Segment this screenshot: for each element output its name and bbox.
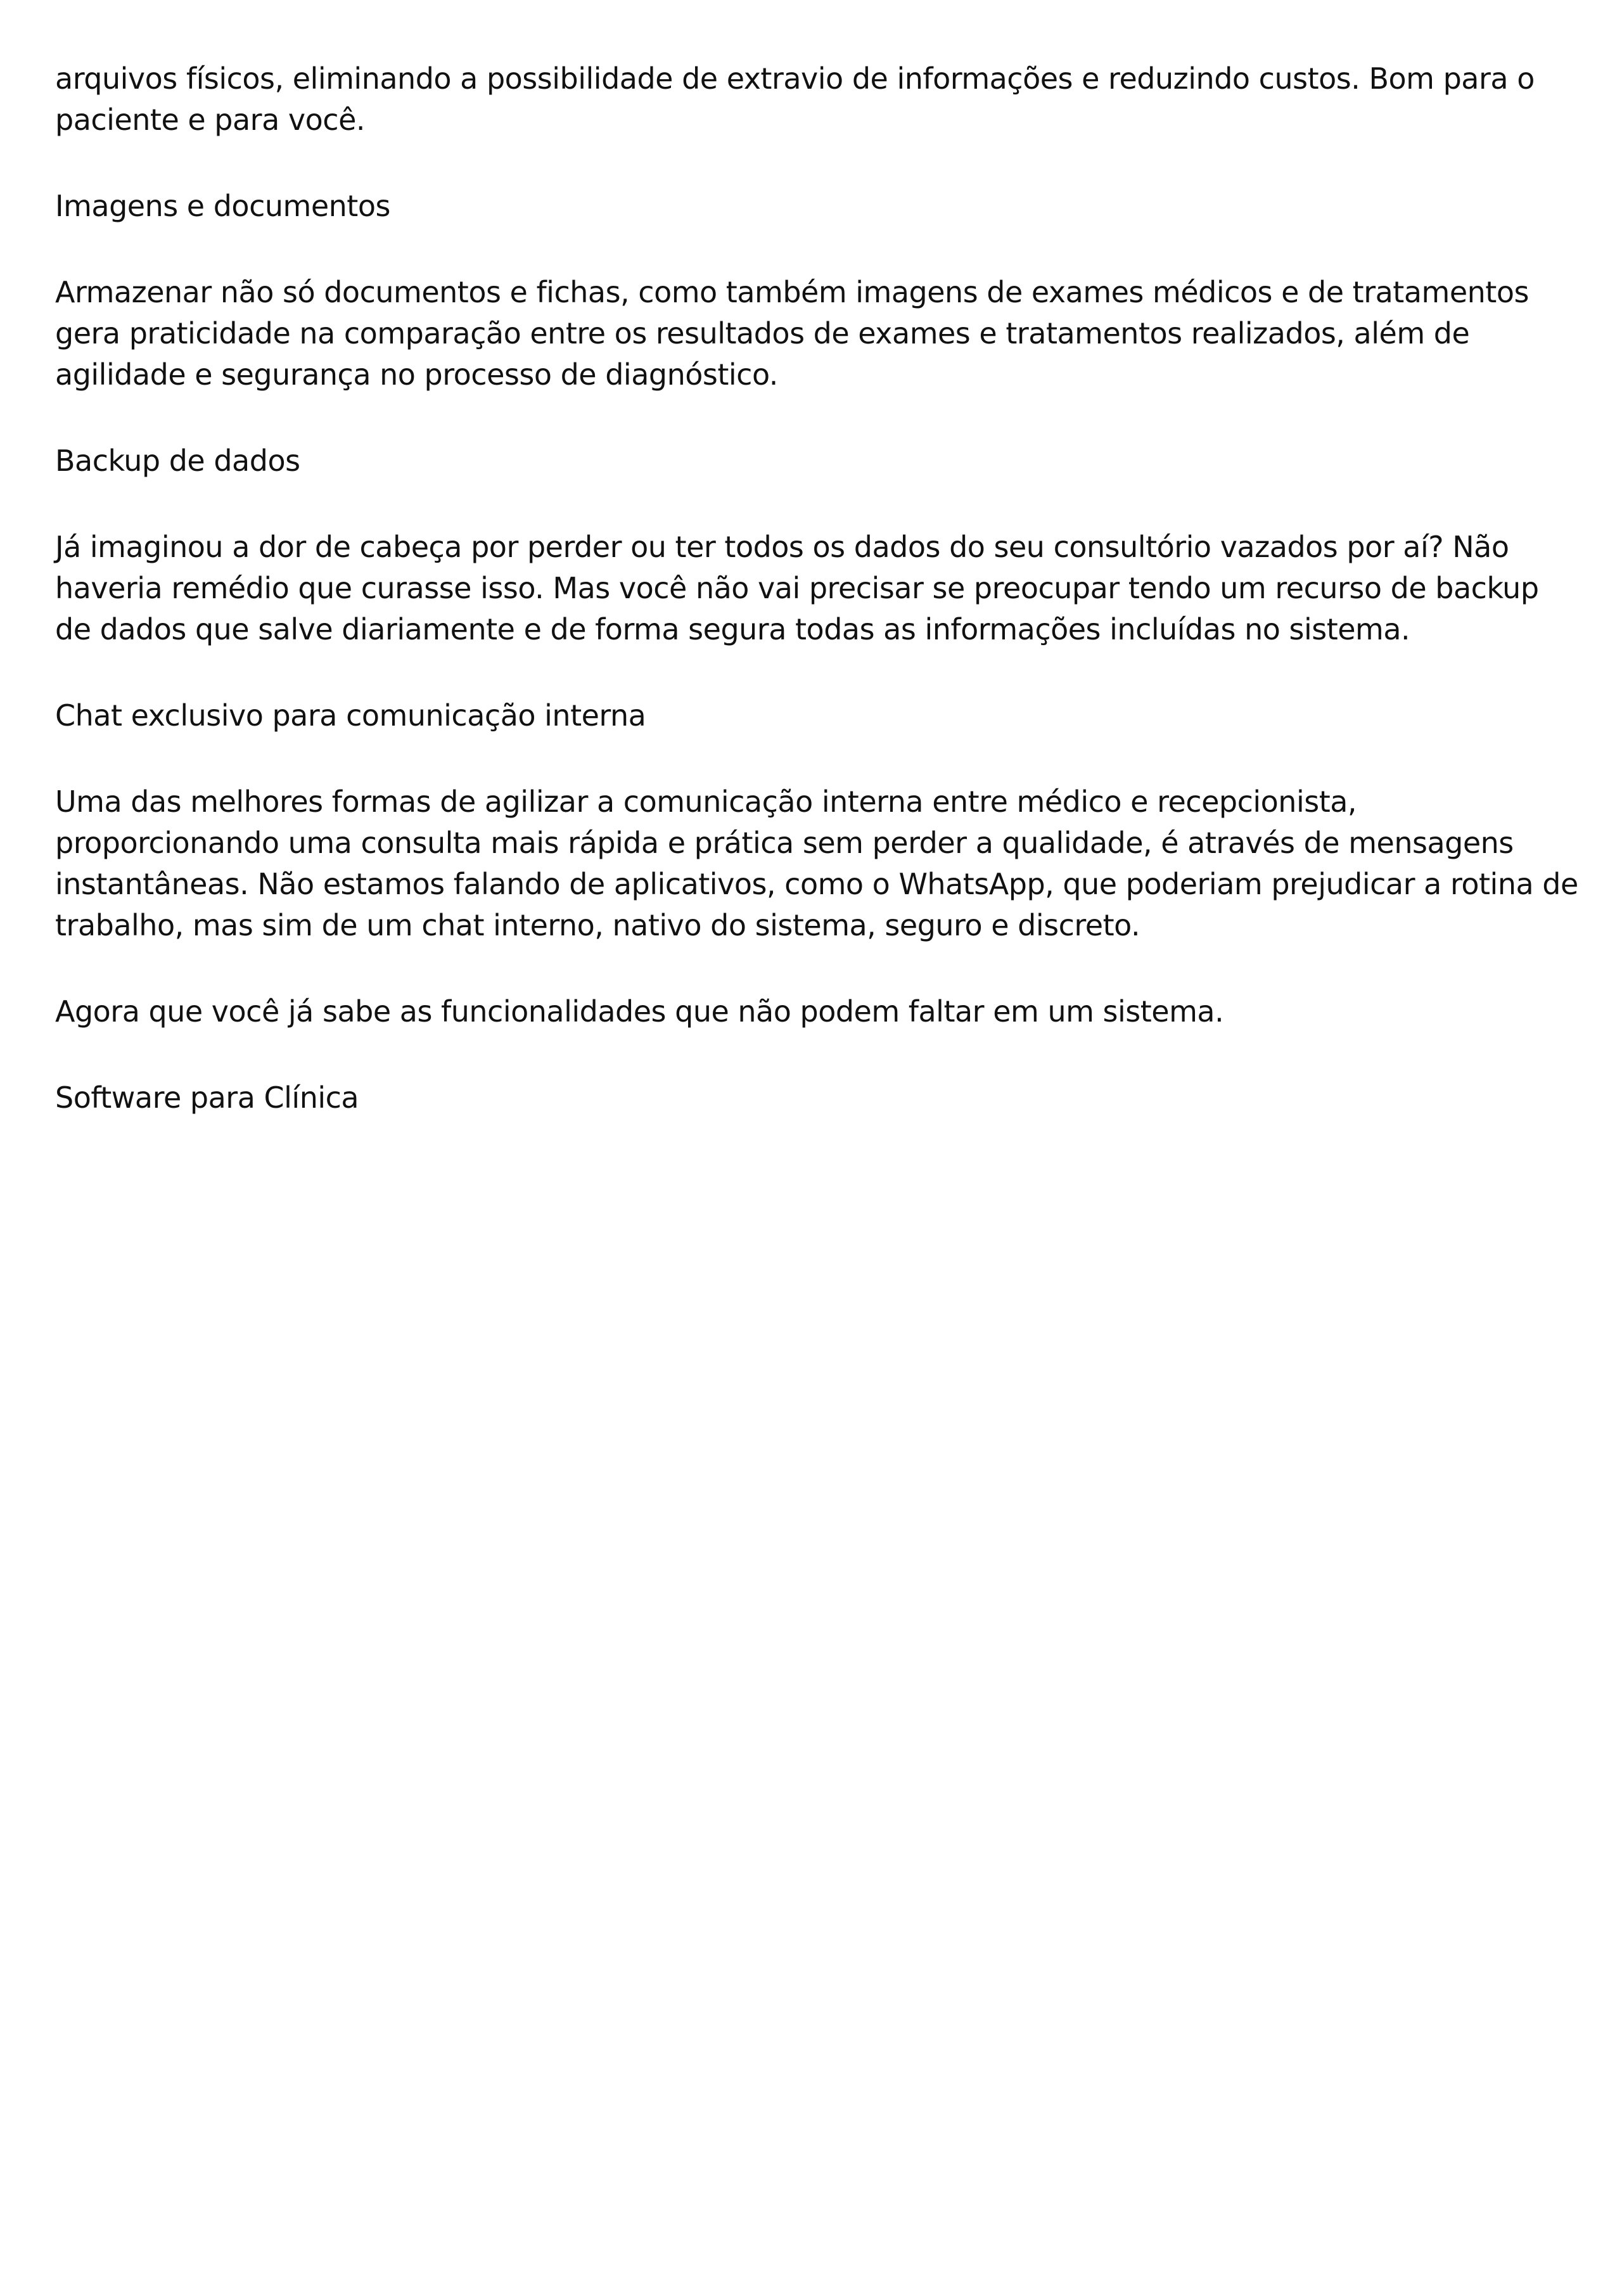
paragraph-internal-chat: Uma das melhores formas de agilizar a comunicação interna entre médico e recepcionista, proporcionando uma consulta mais rápida e prática sem perder a qualidade, é através de mensagens instantâneas. Não estamos falando de aplicativos, como o WhatsApp, que poderiam prejudicar a rotina de trabalho, mas sim de um chat interno, nativo do sistema, seguro e discreto. bbox=[55, 785, 1578, 942]
document-body bbox=[55, 58, 1582, 1164]
section-heading-clinic-software: Software para Clínica bbox=[55, 1081, 359, 1115]
paragraph-images-documents: Armazenar não só documentos e fichas, como também imagens de exames médicos e de tratamentos gera praticidade na comparação entre os resultados de exames e tratamentos realizados, além de agilidade e segurança no processo de diagnóstico. bbox=[55, 275, 1529, 392]
section-heading-images-documents: Imagens e documentos bbox=[55, 189, 390, 223]
section-heading-internal-chat: Chat exclusivo para comunicação interna bbox=[55, 698, 646, 733]
paragraph-conclusion: Agora que você já sabe as funcionalidades que não podem faltar em um sistema. bbox=[55, 994, 1224, 1029]
section-heading-data-backup: Backup de dados bbox=[55, 444, 300, 478]
paragraph-intro-continuation: arquivos físicos, eliminando a possibilidade de extravio de informações e reduzindo custos. Bom para o paciente e para você. bbox=[55, 61, 1535, 137]
paragraph-data-backup: Já imaginou a dor de cabeça por perder ou ter todos os dados do seu consultório vazados por aí? Não haveria remédio que curasse isso. Mas você não vai precisar se preocupar tendo um recurso de backup de dados que salve diariamente e de forma segura todas as informações incluídas no sistema. bbox=[55, 530, 1539, 646]
